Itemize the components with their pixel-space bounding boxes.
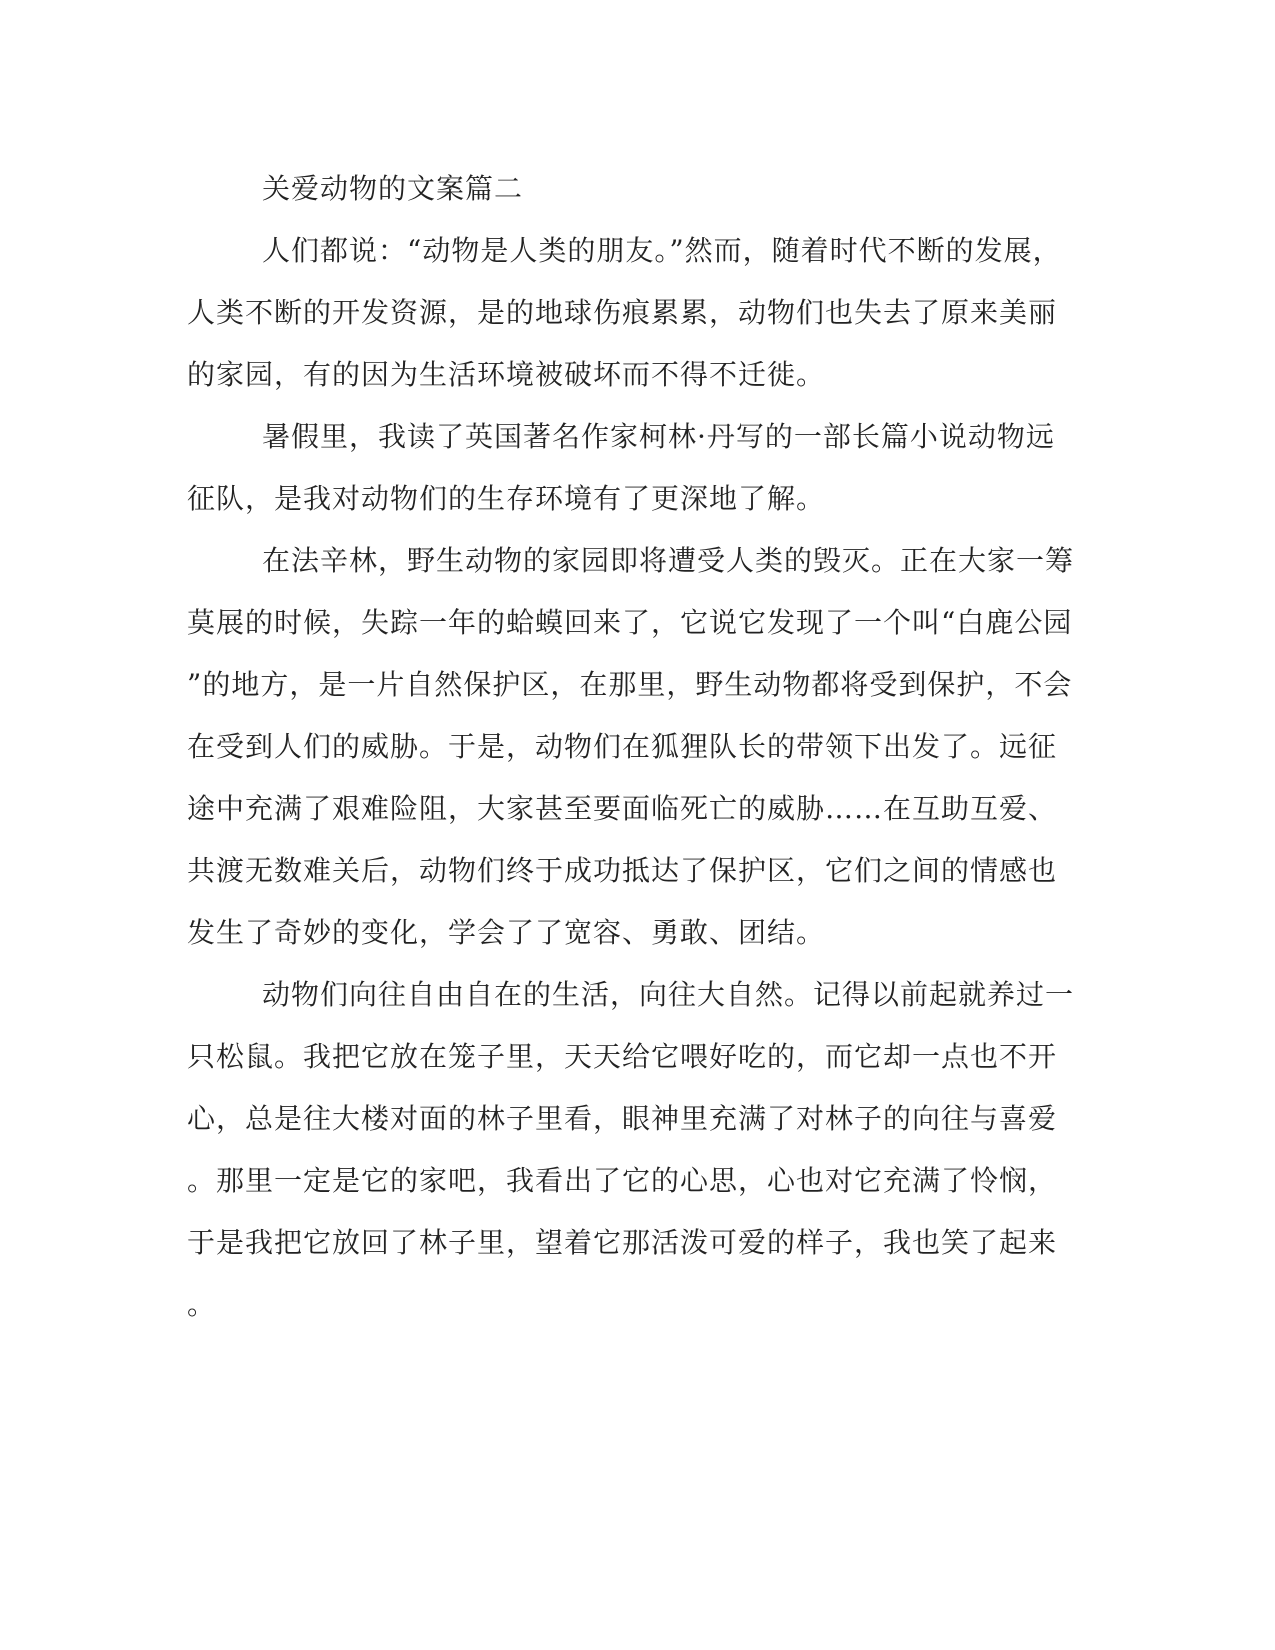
- paragraph-1-line-1: 人们都说：“动物是人类的朋友。”然而，随着时代不断的发展，: [262, 234, 1062, 267]
- paragraph-3-line-6: 共渡无数难关后，动物们终于成功抵达了保护区，它们之间的情感也: [187, 854, 1058, 887]
- paragraph-1-line-3: 的家园，有的因为生活环境被破坏而不得不迁徙。: [187, 358, 826, 391]
- paragraph-3-line-4: 在受到人们的威胁。于是，动物们在狐狸队长的带领下出发了。远征: [187, 730, 1058, 763]
- paragraph-4-line-1: 动物们向往自由自在的生活，向往大自然。记得以前起就养过一: [262, 978, 1075, 1011]
- paragraph-2-line-2: 征队，是我对动物们的生存环境有了更深地了解。: [187, 482, 826, 515]
- paragraph-4-line-2: 只松鼠。我把它放在笼子里，天天给它喂好吃的，而它却一点也不开: [187, 1040, 1058, 1073]
- paragraph-3-line-1: 在法辛林，野生动物的家园即将遭受人类的毁灭。正在大家一筹: [262, 544, 1075, 577]
- paragraph-4-line-3: 心，总是往大楼对面的林子里看，眼神里充满了对林子的向往与喜爱: [187, 1102, 1058, 1135]
- paragraph-3-line-3: ”的地方，是一片自然保护区，在那里，野生动物都将受到保护，不会: [187, 668, 1073, 701]
- paragraph-3-line-5: 途中充满了艰难险阻，大家甚至要面临死亡的威胁……在互助互爱、: [187, 792, 1058, 825]
- paragraph-1-line-2: 人类不断的开发资源，是的地球伤痕累累，动物们也失去了原来美丽: [187, 296, 1058, 329]
- paragraph-4-line-6: 。: [187, 1288, 217, 1321]
- document-title: 关爱动物的文案篇二: [262, 172, 524, 205]
- paragraph-4-line-4: 。那里一定是它的家吧，我看出了它的心思，心也对它充满了怜悯，: [187, 1164, 1058, 1197]
- paragraph-4-line-5: 于是我把它放回了林子里，望着它那活泼可爱的样子，我也笑了起来: [187, 1226, 1058, 1259]
- paragraph-3-line-2: 莫展的时候，失踪一年的蛤蟆回来了，它说它发现了一个叫“白鹿公园: [187, 606, 1073, 639]
- paragraph-3-line-7: 发生了奇妙的变化，学会了了宽容、勇敢、团结。: [187, 916, 826, 949]
- document-body: [187, 158, 1092, 1336]
- paragraph-2-line-1: 暑假里，我读了英国著名作家柯林·丹写的一部长篇小说动物远: [262, 420, 1055, 453]
